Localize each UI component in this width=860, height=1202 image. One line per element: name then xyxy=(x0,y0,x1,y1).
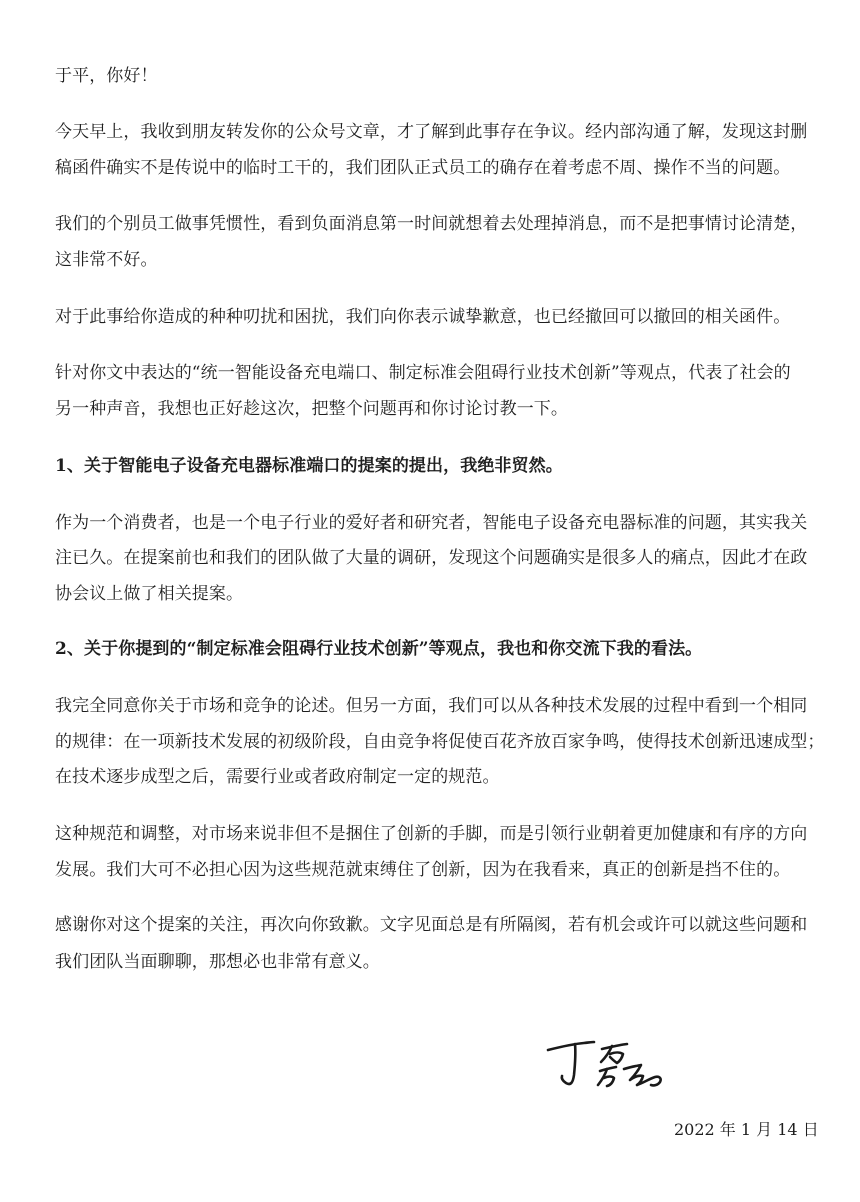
paragraph-6-line-1: 我完全同意你关于市场和竞争的论述。但另一方面，我们可以从各种技术发展的过程中看到一个相同 xyxy=(55,696,808,716)
letter-date: 2022 年 1 月 14 日 xyxy=(674,1120,819,1139)
paragraph-3-line-1: 对于此事给你造成的种种叨扰和困扰，我们向你表示诚挚歉意，也已经撤回可以撤回的相关函件。 xyxy=(55,307,791,327)
paragraph-5-line-1: 作为一个消费者，也是一个电子行业的爱好者和研究者，智能电子设备充电器标准的问题，其实我关 xyxy=(55,513,808,533)
paragraph-1-line-1: 今天早上，我收到朋友转发你的公众号文章，才了解到此事存在争议。经内部沟通了解，发现这封删 xyxy=(55,122,808,142)
paragraph-5-line-2: 注已久。在提案前也和我们的团队做了大量的调研，发现这个问题确实是很多人的痛点，因此才在政 xyxy=(55,548,808,568)
paragraph-5-line-3: 协会议上做了相关提案。 xyxy=(55,584,244,604)
handwritten-signature xyxy=(544,1030,674,1100)
paragraph-6-line-3: 在技术逐步成型之后，需要行业或者政府制定一定的规范。 xyxy=(55,767,500,787)
paragraph-2-line-2: 这非常不好。 xyxy=(55,250,158,270)
greeting: 于平，你好！ xyxy=(55,66,158,86)
paragraph-8-line-1: 感谢你对这个提案的关注，再次向你致歉。文字见面总是有所隔阂，若有机会或许可以就这些问题和 xyxy=(55,915,808,935)
paragraph-7-line-1: 这种规范和调整，对市场来说非但不是捆住了创新的手脚，而是引领行业朝着更加健康和有序的方向 xyxy=(55,824,808,844)
paragraph-7-line-2: 发展。我们大可不必担心因为这些规范就束缚住了创新，因为在我看来，真正的创新是挡不住的。 xyxy=(55,860,791,880)
paragraph-8-line-2: 我们团队当面聊聊，那想必也非常有意义。 xyxy=(55,952,380,972)
heading-1: 1、关于智能电子设备充电器标准端口的提案的提出，我绝非贸然。 xyxy=(55,456,563,476)
paragraph-6-line-2: 的规律：在一项新技术发展的初级阶段，自由竞争将促使百花齐放百家争鸣，使得技术创新迅速成型； xyxy=(55,732,825,752)
paragraph-4-line-1: 针对你文中表达的“统一智能设备充电端口、制定标准会阻碍行业技术创新”等观点，代表了社会的 xyxy=(55,363,791,383)
paragraph-1-line-2: 稿函件确实不是传说中的临时工干的，我们团队正式员工的确存在着考虑不周、操作不当的问题。 xyxy=(55,158,791,178)
heading-2: 2、关于你提到的“制定标准会阻碍行业技术创新”等观点，我也和你交流下我的看法。 xyxy=(55,639,703,659)
paragraph-2-line-1: 我们的个别员工做事凭惯性，看到负面消息第一时间就想着去处理掉消息，而不是把事情讨论清楚， xyxy=(55,214,808,234)
paragraph-4-line-2: 另一种声音，我想也正好趁这次，把整个问题再和你讨论讨教一下。 xyxy=(55,399,568,419)
